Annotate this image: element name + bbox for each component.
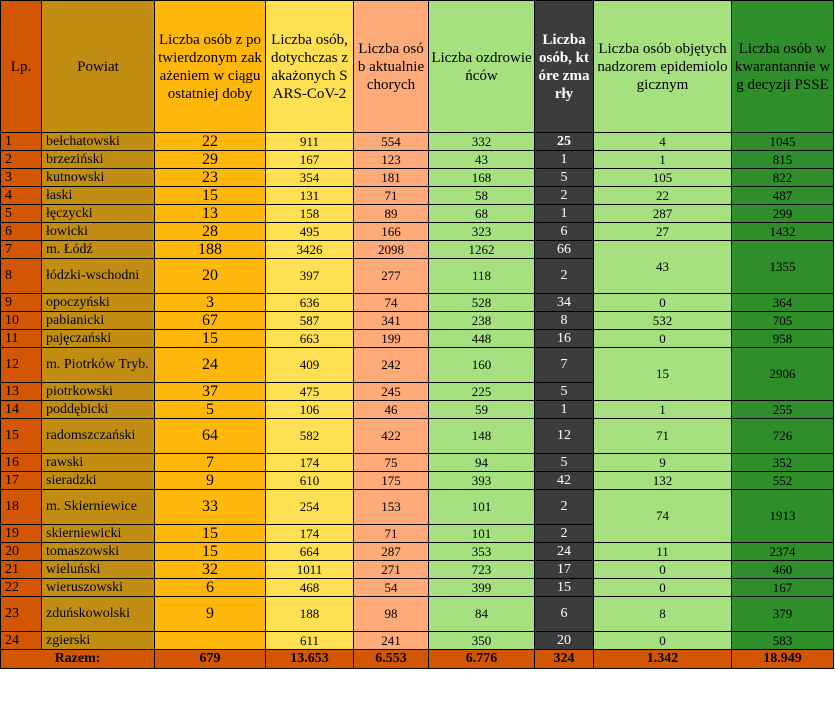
row-total-infected: 158 <box>266 205 354 223</box>
row-powiat: zduńskowolski <box>42 597 155 632</box>
row-total-infected: 636 <box>266 294 354 312</box>
header-row <box>1 1 834 133</box>
row-new-cases: 24 <box>155 348 266 383</box>
row-powiat: pajęczański <box>42 330 155 348</box>
row-total-infected: 495 <box>266 223 354 241</box>
row-currently-ill: 74 <box>354 294 429 312</box>
row-quarantine: 379 <box>732 597 834 632</box>
header-total-infected: Liczba osób, dotychczas zakażonych SARS-CoV-2 <box>266 1 354 133</box>
row-currently-ill: 199 <box>354 330 429 348</box>
row-powiat: zgierski <box>42 632 155 650</box>
row-powiat: radomszczański <box>42 419 155 454</box>
row-currently-ill: 242 <box>354 348 429 383</box>
row-quarantine: 460 <box>732 561 834 579</box>
row-currently-ill: 71 <box>354 525 429 543</box>
row-quarantine: 822 <box>732 169 834 187</box>
row-recovered: 160 <box>429 348 535 383</box>
row-deaths: 25 <box>535 133 594 151</box>
row-new-cases: 9 <box>155 597 266 632</box>
row-new-cases: 9 <box>155 472 266 490</box>
row-total-infected: 174 <box>266 525 354 543</box>
row-new-cases: 7 <box>155 454 266 472</box>
row-lp: 22 <box>1 579 42 597</box>
row-total-infected: 911 <box>266 133 354 151</box>
row-deaths: 8 <box>535 312 594 330</box>
row-surveillance: 0 <box>594 579 732 597</box>
row-total-infected: 3426 <box>266 241 354 259</box>
row-powiat: pabianicki <box>42 312 155 330</box>
row-total-infected: 354 <box>266 169 354 187</box>
row-surveillance: 0 <box>594 561 732 579</box>
row-surveillance: 43 <box>594 241 732 294</box>
row-powiat: łaski <box>42 187 155 205</box>
row-lp: 1 <box>1 133 42 151</box>
row-currently-ill: 54 <box>354 579 429 597</box>
row-total-infected: 131 <box>266 187 354 205</box>
row-recovered: 148 <box>429 419 535 454</box>
row-powiat: wieluński <box>42 561 155 579</box>
row-lp: 6 <box>1 223 42 241</box>
row-recovered: 58 <box>429 187 535 205</box>
row-surveillance: 74 <box>594 490 732 543</box>
row-surveillance: 27 <box>594 223 732 241</box>
row-new-cases: 15 <box>155 330 266 348</box>
row-quarantine: 2906 <box>732 348 834 401</box>
table-row <box>1 561 834 579</box>
row-deaths: 5 <box>535 383 594 401</box>
row-deaths: 6 <box>535 597 594 632</box>
row-powiat: piotrkowski <box>42 383 155 401</box>
header-surveillance: Liczba osób objętych nadzorem epidemiologicznym <box>594 1 732 133</box>
row-new-cases: 15 <box>155 525 266 543</box>
row-deaths: 66 <box>535 241 594 259</box>
row-surveillance: 532 <box>594 312 732 330</box>
row-currently-ill: 71 <box>354 187 429 205</box>
table-row <box>1 241 834 259</box>
row-recovered: 332 <box>429 133 535 151</box>
total-recovered: 6.776 <box>429 650 535 669</box>
row-total-infected: 174 <box>266 454 354 472</box>
row-recovered: 353 <box>429 543 535 561</box>
table-row <box>1 401 834 419</box>
row-new-cases: 15 <box>155 187 266 205</box>
row-total-infected: 610 <box>266 472 354 490</box>
row-recovered: 94 <box>429 454 535 472</box>
row-total-infected: 587 <box>266 312 354 330</box>
row-new-cases: 20 <box>155 259 266 294</box>
row-surveillance: 1 <box>594 151 732 169</box>
row-lp: 3 <box>1 169 42 187</box>
row-powiat: bełchatowski <box>42 133 155 151</box>
row-quarantine: 2374 <box>732 543 834 561</box>
table-row <box>1 579 834 597</box>
row-deaths: 2 <box>535 259 594 294</box>
row-quarantine: 583 <box>732 632 834 650</box>
total-quarantine: 18.949 <box>732 650 834 669</box>
row-lp: 20 <box>1 543 42 561</box>
row-deaths: 15 <box>535 579 594 597</box>
row-currently-ill: 422 <box>354 419 429 454</box>
row-currently-ill: 554 <box>354 133 429 151</box>
row-recovered: 118 <box>429 259 535 294</box>
row-deaths: 5 <box>535 169 594 187</box>
row-powiat: łódzki-wschodni <box>42 259 155 294</box>
table-row <box>1 205 834 223</box>
header-lp: Lp. <box>1 1 42 133</box>
row-surveillance: 132 <box>594 472 732 490</box>
row-new-cases: 23 <box>155 169 266 187</box>
row-recovered: 393 <box>429 472 535 490</box>
row-total-infected: 167 <box>266 151 354 169</box>
row-lp: 4 <box>1 187 42 205</box>
row-recovered: 84 <box>429 597 535 632</box>
total-row <box>1 650 834 669</box>
row-powiat: łowicki <box>42 223 155 241</box>
table-row <box>1 294 834 312</box>
row-currently-ill: 2098 <box>354 241 429 259</box>
row-currently-ill: 341 <box>354 312 429 330</box>
row-recovered: 528 <box>429 294 535 312</box>
row-powiat: opoczyński <box>42 294 155 312</box>
table-row <box>1 632 834 650</box>
row-powiat: m. Piotrków Tryb. <box>42 348 155 383</box>
row-recovered: 101 <box>429 525 535 543</box>
total-currently-ill: 6.553 <box>354 650 429 669</box>
row-lp: 8 <box>1 259 42 294</box>
row-recovered: 399 <box>429 579 535 597</box>
row-surveillance: 105 <box>594 169 732 187</box>
row-surveillance: 71 <box>594 419 732 454</box>
row-deaths: 7 <box>535 348 594 383</box>
row-total-infected: 106 <box>266 401 354 419</box>
row-lp: 2 <box>1 151 42 169</box>
row-currently-ill: 181 <box>354 169 429 187</box>
row-deaths: 5 <box>535 454 594 472</box>
row-powiat: rawski <box>42 454 155 472</box>
row-recovered: 68 <box>429 205 535 223</box>
row-deaths: 1 <box>535 205 594 223</box>
row-lp: 15 <box>1 419 42 454</box>
row-powiat: skierniewicki <box>42 525 155 543</box>
row-lp: 11 <box>1 330 42 348</box>
row-total-infected: 188 <box>266 597 354 632</box>
row-recovered: 350 <box>429 632 535 650</box>
row-total-infected: 1011 <box>266 561 354 579</box>
row-quarantine: 167 <box>732 579 834 597</box>
table-row <box>1 169 834 187</box>
row-new-cases: 64 <box>155 419 266 454</box>
row-currently-ill: 241 <box>354 632 429 650</box>
row-deaths: 2 <box>535 490 594 525</box>
table-row <box>1 454 834 472</box>
row-currently-ill: 277 <box>354 259 429 294</box>
table-row <box>1 187 834 205</box>
row-lp: 7 <box>1 241 42 259</box>
row-powiat: poddębicki <box>42 401 155 419</box>
row-lp: 12 <box>1 348 42 383</box>
row-quarantine: 299 <box>732 205 834 223</box>
row-new-cases: 13 <box>155 205 266 223</box>
row-new-cases: 29 <box>155 151 266 169</box>
row-lp: 21 <box>1 561 42 579</box>
row-new-cases: 3 <box>155 294 266 312</box>
row-quarantine: 552 <box>732 472 834 490</box>
row-powiat: łęczycki <box>42 205 155 223</box>
row-total-infected: 409 <box>266 348 354 383</box>
row-deaths: 24 <box>535 543 594 561</box>
row-lp: 10 <box>1 312 42 330</box>
row-lp: 14 <box>1 401 42 419</box>
row-recovered: 168 <box>429 169 535 187</box>
row-deaths: 2 <box>535 525 594 543</box>
row-lp: 19 <box>1 525 42 543</box>
total-label: Razem: <box>1 650 155 669</box>
table-row <box>1 133 834 151</box>
row-total-infected: 582 <box>266 419 354 454</box>
row-deaths: 34 <box>535 294 594 312</box>
row-currently-ill: 271 <box>354 561 429 579</box>
row-new-cases: 22 <box>155 133 266 151</box>
row-new-cases: 15 <box>155 543 266 561</box>
row-surveillance: 22 <box>594 187 732 205</box>
row-new-cases <box>155 632 266 650</box>
row-currently-ill: 175 <box>354 472 429 490</box>
table-row <box>1 543 834 561</box>
row-powiat: wieruszowski <box>42 579 155 597</box>
row-lp: 5 <box>1 205 42 223</box>
row-deaths: 1 <box>535 401 594 419</box>
total-new-cases: 679 <box>155 650 266 669</box>
row-surveillance: 9 <box>594 454 732 472</box>
header-powiat: Powiat <box>42 1 155 133</box>
row-new-cases: 33 <box>155 490 266 525</box>
table-row <box>1 330 834 348</box>
row-currently-ill: 123 <box>354 151 429 169</box>
header-recovered: Liczba ozdrowieńców <box>429 1 535 133</box>
table-row <box>1 472 834 490</box>
row-quarantine: 726 <box>732 419 834 454</box>
row-powiat: sieradzki <box>42 472 155 490</box>
row-recovered: 448 <box>429 330 535 348</box>
total-deaths: 324 <box>535 650 594 669</box>
row-deaths: 2 <box>535 187 594 205</box>
row-total-infected: 468 <box>266 579 354 597</box>
table-row <box>1 312 834 330</box>
row-currently-ill: 287 <box>354 543 429 561</box>
row-lp: 16 <box>1 454 42 472</box>
row-currently-ill: 98 <box>354 597 429 632</box>
row-currently-ill: 153 <box>354 490 429 525</box>
row-new-cases: 6 <box>155 579 266 597</box>
row-new-cases: 37 <box>155 383 266 401</box>
total-total-infected: 13.653 <box>266 650 354 669</box>
header-quarantine: Liczba osób w kwarantannie wg decyzji PSSE <box>732 1 834 133</box>
table-row <box>1 597 834 632</box>
table-row <box>1 490 834 525</box>
table-row <box>1 348 834 383</box>
header-new-cases: Liczba osób z potwierdzonym zakażeniem w ciągu ostatniej doby <box>155 1 266 133</box>
row-deaths: 6 <box>535 223 594 241</box>
row-quarantine: 958 <box>732 330 834 348</box>
row-quarantine: 352 <box>732 454 834 472</box>
row-lp: 18 <box>1 490 42 525</box>
row-recovered: 225 <box>429 383 535 401</box>
table-row <box>1 151 834 169</box>
row-total-infected: 664 <box>266 543 354 561</box>
row-recovered: 43 <box>429 151 535 169</box>
row-deaths: 16 <box>535 330 594 348</box>
row-currently-ill: 166 <box>354 223 429 241</box>
row-quarantine: 1913 <box>732 490 834 543</box>
row-lp: 23 <box>1 597 42 632</box>
header-currently-ill: Liczba osób aktualnie chorych <box>354 1 429 133</box>
row-quarantine: 1355 <box>732 241 834 294</box>
row-surveillance: 0 <box>594 632 732 650</box>
row-recovered: 101 <box>429 490 535 525</box>
row-lp: 13 <box>1 383 42 401</box>
row-deaths: 17 <box>535 561 594 579</box>
row-powiat: m. Łódź <box>42 241 155 259</box>
row-surveillance: 1 <box>594 401 732 419</box>
row-surveillance: 0 <box>594 330 732 348</box>
row-surveillance: 0 <box>594 294 732 312</box>
row-quarantine: 1045 <box>732 133 834 151</box>
row-surveillance: 15 <box>594 348 732 401</box>
row-total-infected: 475 <box>266 383 354 401</box>
row-quarantine: 1432 <box>732 223 834 241</box>
row-powiat: m. Skierniewice <box>42 490 155 525</box>
row-new-cases: 188 <box>155 241 266 259</box>
row-recovered: 323 <box>429 223 535 241</box>
row-powiat: kutnowski <box>42 169 155 187</box>
row-deaths: 12 <box>535 419 594 454</box>
row-new-cases: 67 <box>155 312 266 330</box>
row-quarantine: 815 <box>732 151 834 169</box>
row-surveillance: 287 <box>594 205 732 223</box>
row-powiat: tomaszowski <box>42 543 155 561</box>
row-deaths: 1 <box>535 151 594 169</box>
row-recovered: 59 <box>429 401 535 419</box>
row-lp: 9 <box>1 294 42 312</box>
row-lp: 24 <box>1 632 42 650</box>
row-total-infected: 611 <box>266 632 354 650</box>
table-row <box>1 419 834 454</box>
row-recovered: 238 <box>429 312 535 330</box>
row-total-infected: 254 <box>266 490 354 525</box>
row-new-cases: 5 <box>155 401 266 419</box>
row-surveillance: 8 <box>594 597 732 632</box>
row-currently-ill: 75 <box>354 454 429 472</box>
row-powiat: brzeziński <box>42 151 155 169</box>
row-quarantine: 255 <box>732 401 834 419</box>
row-total-infected: 397 <box>266 259 354 294</box>
total-surveillance: 1.342 <box>594 650 732 669</box>
row-currently-ill: 46 <box>354 401 429 419</box>
row-new-cases: 28 <box>155 223 266 241</box>
row-quarantine: 364 <box>732 294 834 312</box>
row-currently-ill: 89 <box>354 205 429 223</box>
row-new-cases: 32 <box>155 561 266 579</box>
row-total-infected: 663 <box>266 330 354 348</box>
row-recovered: 723 <box>429 561 535 579</box>
table-row <box>1 223 834 241</box>
row-surveillance: 4 <box>594 133 732 151</box>
row-recovered: 1262 <box>429 241 535 259</box>
row-currently-ill: 245 <box>354 383 429 401</box>
header-deaths: Liczba osób, które zmarły <box>535 1 594 133</box>
row-quarantine: 487 <box>732 187 834 205</box>
row-lp: 17 <box>1 472 42 490</box>
row-deaths: 42 <box>535 472 594 490</box>
row-quarantine: 705 <box>732 312 834 330</box>
row-deaths: 20 <box>535 632 594 650</box>
row-surveillance: 11 <box>594 543 732 561</box>
